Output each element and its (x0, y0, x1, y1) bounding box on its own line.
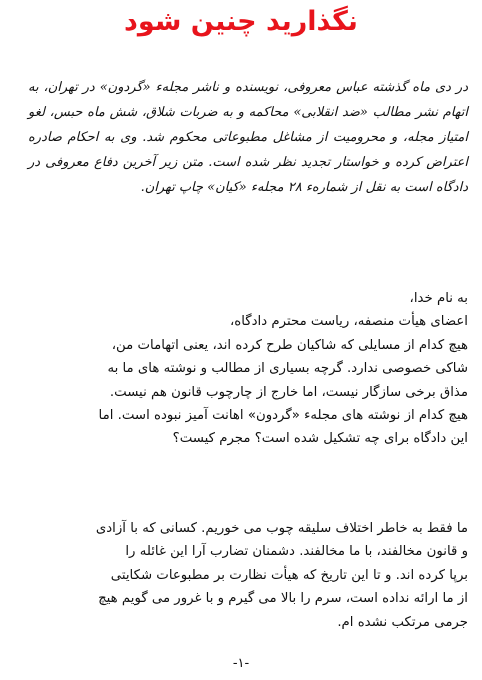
body-line: برپا کرده اند. و تا این تاریخ که هیأت نظارت بر مطبوعات شکایتی (110, 567, 468, 583)
body-line: جرمی مرتکب نشده ام. (337, 614, 468, 630)
body-line: هیچ کدام از نوشته های مجلهء «گردون» اهانت آمیز نبوده است. اما (98, 408, 468, 424)
document-title: نگذارید چنین شود (124, 6, 358, 37)
body-line: اعضای هیأت منصفه، ریاست محترم دادگاه، (230, 314, 468, 330)
body-line: مذاق برخی سازگار نیست، اما خارج از چارچوب قانون هم نیست. (109, 384, 468, 400)
body-line: شاکی خصوصی ندارد. گرچه بسیاری از مطالب و نوشته های ما به (107, 361, 468, 377)
body-line: و قانون مخالفند، با ما مخالفند. دشمنان تضارب آرا این غائله را (125, 544, 468, 560)
body-line: این دادگاه برای چه تشکیل شده است؟ مجرم کیست؟ (172, 431, 468, 447)
intro-paragraph: در دی ماه گذشته عباس معروفی، نویسنده و ناشر مجلهء «گردون» در تهران، به اتهام نشر مطالب «ضد انقلابی» محاکمه و به ضربات شلاق، شش ماه حبس، لغو امتیاز مجله، و محرومیت از مشاغل مطبوعاتی محکوم شد. وی به احکام صادره اعتراض کرده و خواستار تجدید نظر شده است. متن زیر آخرین دفاع معروفی در دادگاه است به نقل از شمارهء ۲۸ مجلهء «کیان» چاپ تهران. (28, 80, 468, 195)
body-line: ما فقط به خاطر اختلاف سلیقه چوب می خوریم. کسانی که با آزادی (95, 521, 468, 536)
defense-text-block-1 (12, 287, 468, 451)
defense-text-block-2 (12, 517, 468, 634)
page-number: -۱- (232, 656, 250, 671)
body-line: از ما ارائه نداده است، سرم را بالا می گیرم و با غرور می گویم هیچ (98, 591, 468, 607)
body-line: به نام خدا، (409, 291, 468, 306)
body-line: هیچ کدام از مسایلی که شاکیان طرح کرده اند، یعنی اتهامات من، (111, 337, 468, 353)
